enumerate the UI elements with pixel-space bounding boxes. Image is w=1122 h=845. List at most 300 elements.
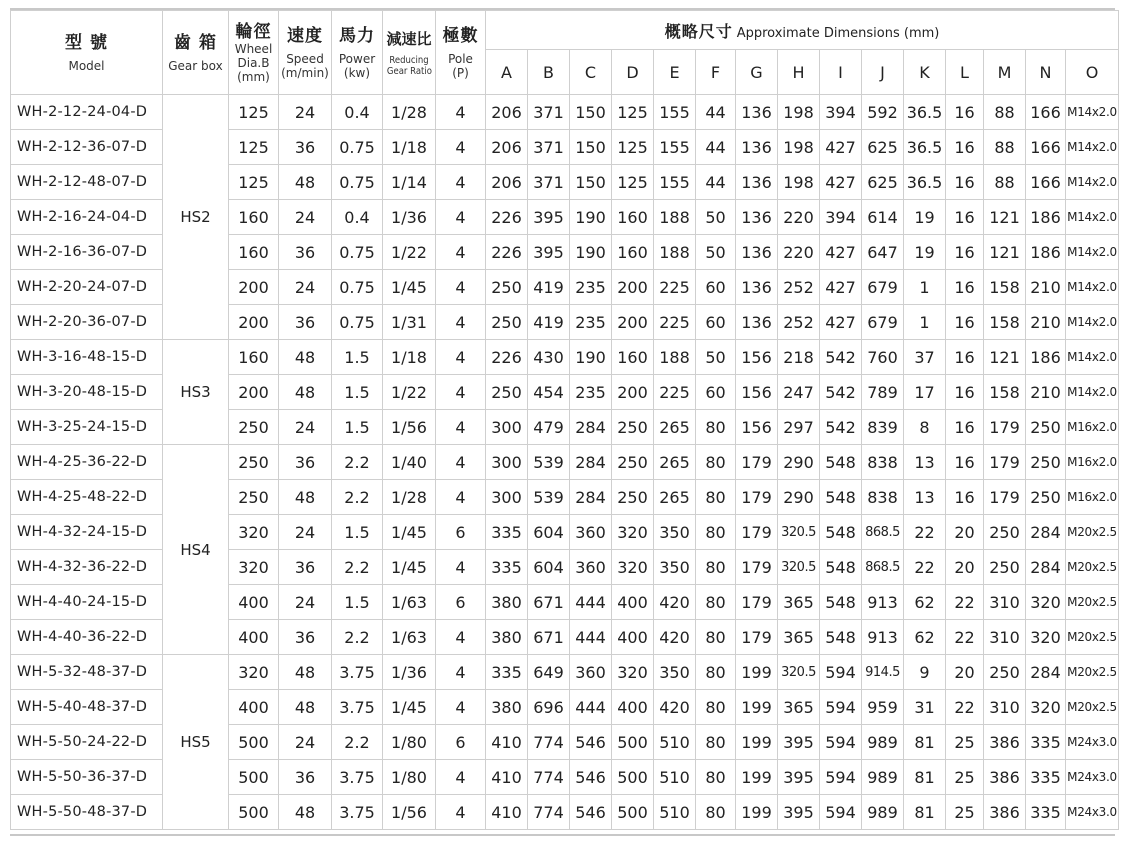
table-row	[11, 655, 1119, 690]
dimension-b-cell: 539	[528, 480, 570, 515]
dimension-e-cell: 188	[654, 340, 696, 375]
speed-cell: 24	[279, 270, 332, 305]
dimension-n-cell: 284	[1026, 655, 1066, 690]
dimension-g-cell: 179	[736, 480, 778, 515]
dimension-d-cell: 400	[612, 690, 654, 725]
model-cell: WH-5-32-48-37-D	[11, 655, 163, 690]
dimension-h-cell: 290	[778, 445, 820, 480]
dimension-c-cell: 190	[570, 235, 612, 270]
speed-cell: 36	[279, 620, 332, 655]
dimension-i-cell: 548	[820, 515, 862, 550]
dimension-letter-a: A	[486, 50, 528, 95]
dimension-f-cell: 80	[696, 725, 736, 760]
dimension-a-cell: 226	[486, 235, 528, 270]
dimension-i-cell: 427	[820, 270, 862, 305]
dimension-i-cell: 394	[820, 200, 862, 235]
dimension-m-cell: 310	[984, 620, 1026, 655]
dimension-n-cell: 210	[1026, 375, 1066, 410]
model-cell: WH-2-20-24-07-D	[11, 270, 163, 305]
dimension-f-cell: 60	[696, 305, 736, 340]
dimension-c-cell: 284	[570, 445, 612, 480]
speed-header-unit: (m/min)	[281, 65, 329, 80]
speed-cell: 48	[279, 340, 332, 375]
power-header-zh: 馬力	[339, 25, 375, 46]
model-cell: WH-4-32-24-15-D	[11, 515, 163, 550]
dimension-e-cell: 225	[654, 270, 696, 305]
dimension-i-cell: 542	[820, 375, 862, 410]
dimension-k-cell: 36.5	[904, 165, 946, 200]
dimension-m-cell: 386	[984, 760, 1026, 795]
dimension-a-cell: 206	[486, 130, 528, 165]
pole-cell: 4	[436, 480, 486, 515]
dimension-a-cell: 250	[486, 305, 528, 340]
dimension-n-cell: 250	[1026, 480, 1066, 515]
ratio-cell: 1/63	[383, 585, 436, 620]
power-cell: 2.2	[332, 725, 383, 760]
dimension-n-cell: 210	[1026, 305, 1066, 340]
dimension-n-cell: 250	[1026, 410, 1066, 445]
dimension-c-cell: 546	[570, 795, 612, 830]
dimension-m-cell: 250	[984, 550, 1026, 585]
dimension-letter-c: C	[570, 50, 612, 95]
dimension-c-cell: 444	[570, 690, 612, 725]
dimension-b-cell: 774	[528, 760, 570, 795]
dimension-g-cell: 199	[736, 725, 778, 760]
wheel-diameter-cell: 160	[229, 235, 279, 270]
dimension-l-cell: 16	[946, 375, 984, 410]
model-cell: WH-3-16-48-15-D	[11, 340, 163, 375]
dimension-o-cell: M14x2.0	[1066, 235, 1119, 270]
dimension-e-cell: 350	[654, 655, 696, 690]
gearbox-cell: HS4	[163, 445, 229, 655]
wheel-diameter-cell: 200	[229, 305, 279, 340]
dimension-h-cell: 320.5	[778, 655, 820, 690]
speed-cell: 36	[279, 760, 332, 795]
dimension-f-cell: 80	[696, 585, 736, 620]
dimension-h-cell: 395	[778, 725, 820, 760]
dimension-c-cell: 360	[570, 515, 612, 550]
dimension-m-cell: 158	[984, 270, 1026, 305]
dimension-m-cell: 179	[984, 410, 1026, 445]
wheel-diameter-cell: 250	[229, 480, 279, 515]
dimension-b-cell: 479	[528, 410, 570, 445]
model-cell: WH-2-12-24-04-D	[11, 95, 163, 130]
dimension-n-cell: 320	[1026, 690, 1066, 725]
model-cell: WH-2-12-36-07-D	[11, 130, 163, 165]
dimension-m-cell: 386	[984, 795, 1026, 830]
wheel-diameter-cell: 250	[229, 445, 279, 480]
dimension-c-cell: 190	[570, 340, 612, 375]
ratio-cell: 1/80	[383, 725, 436, 760]
dimension-m-cell: 310	[984, 690, 1026, 725]
dimension-d-cell: 400	[612, 585, 654, 620]
dimension-d-cell: 160	[612, 235, 654, 270]
dimension-n-cell: 186	[1026, 235, 1066, 270]
dimension-h-cell: 320.5	[778, 515, 820, 550]
dimension-a-cell: 300	[486, 410, 528, 445]
power-cell: 0.75	[332, 130, 383, 165]
dimension-e-cell: 265	[654, 445, 696, 480]
dimension-j-cell: 868.5	[862, 515, 904, 550]
wheel-diameter-cell: 320	[229, 515, 279, 550]
gearbox-header-en: Gear box	[168, 58, 223, 73]
dimension-a-cell: 226	[486, 200, 528, 235]
dimension-d-cell: 320	[612, 515, 654, 550]
dimension-d-cell: 250	[612, 480, 654, 515]
dimension-e-cell: 420	[654, 690, 696, 725]
speed-cell: 48	[279, 690, 332, 725]
dimension-o-cell: M14x2.0	[1066, 340, 1119, 375]
dimension-g-cell: 156	[736, 410, 778, 445]
wheel-diameter-cell: 200	[229, 375, 279, 410]
dimension-k-cell: 8	[904, 410, 946, 445]
dimension-h-cell: 198	[778, 95, 820, 130]
wheel-diameter-cell: 125	[229, 130, 279, 165]
dimension-h-cell: 198	[778, 130, 820, 165]
dimension-g-cell: 136	[736, 165, 778, 200]
dimension-n-cell: 320	[1026, 585, 1066, 620]
dimension-l-cell: 20	[946, 550, 984, 585]
pole-cell: 4	[436, 550, 486, 585]
dimension-d-cell: 200	[612, 375, 654, 410]
dimension-h-cell: 220	[778, 235, 820, 270]
pole-cell: 4	[436, 95, 486, 130]
speed-cell: 48	[279, 165, 332, 200]
dimension-d-cell: 250	[612, 445, 654, 480]
model-cell: WH-5-50-48-37-D	[11, 795, 163, 830]
dimension-e-cell: 225	[654, 375, 696, 410]
dimension-n-cell: 335	[1026, 760, 1066, 795]
dimension-b-cell: 430	[528, 340, 570, 375]
power-cell: 0.4	[332, 200, 383, 235]
wheel-diameter-cell: 250	[229, 410, 279, 445]
dimensions-header-en: Approximate Dimensions (mm)	[736, 25, 940, 41]
speed-cell: 24	[279, 585, 332, 620]
wheel-header	[229, 11, 279, 95]
dimension-f-cell: 80	[696, 655, 736, 690]
dimension-letter-l: L	[946, 50, 984, 95]
dimension-g-cell: 136	[736, 305, 778, 340]
dimension-o-cell: M16x2.0	[1066, 410, 1119, 445]
spec-table	[10, 10, 1119, 830]
dimension-e-cell: 265	[654, 480, 696, 515]
dimension-j-cell: 647	[862, 235, 904, 270]
dimension-k-cell: 81	[904, 795, 946, 830]
power-cell: 0.75	[332, 165, 383, 200]
dimension-n-cell: 186	[1026, 340, 1066, 375]
dimension-m-cell: 88	[984, 130, 1026, 165]
dimension-k-cell: 36.5	[904, 130, 946, 165]
dimension-o-cell: M14x2.0	[1066, 95, 1119, 130]
dimension-k-cell: 17	[904, 375, 946, 410]
dimension-j-cell: 625	[862, 165, 904, 200]
speed-cell: 48	[279, 655, 332, 690]
dimension-k-cell: 36.5	[904, 95, 946, 130]
dimension-l-cell: 25	[946, 795, 984, 830]
dimension-n-cell: 335	[1026, 795, 1066, 830]
dimension-b-cell: 671	[528, 585, 570, 620]
dimension-b-cell: 539	[528, 445, 570, 480]
dimension-a-cell: 300	[486, 445, 528, 480]
dimension-f-cell: 50	[696, 235, 736, 270]
speed-cell: 48	[279, 375, 332, 410]
dimension-m-cell: 179	[984, 480, 1026, 515]
dimension-a-cell: 335	[486, 550, 528, 585]
dimension-b-cell: 696	[528, 690, 570, 725]
dimension-d-cell: 500	[612, 795, 654, 830]
dimension-f-cell: 50	[696, 340, 736, 375]
dimension-c-cell: 235	[570, 270, 612, 305]
dimension-j-cell: 760	[862, 340, 904, 375]
dimension-i-cell: 427	[820, 130, 862, 165]
wheel-header-unit: (mm)	[237, 69, 270, 84]
model-cell: WH-5-50-36-37-D	[11, 760, 163, 795]
dimension-b-cell: 604	[528, 515, 570, 550]
dimension-g-cell: 136	[736, 95, 778, 130]
dimension-o-cell: M14x2.0	[1066, 305, 1119, 340]
dimension-o-cell: M20x2.5	[1066, 585, 1119, 620]
dimension-j-cell: 679	[862, 305, 904, 340]
dimension-e-cell: 350	[654, 515, 696, 550]
dimension-l-cell: 16	[946, 130, 984, 165]
dimension-a-cell: 335	[486, 515, 528, 550]
pole-cell: 4	[436, 235, 486, 270]
ratio-cell: 1/31	[383, 305, 436, 340]
model-header-zh: 型 號	[65, 32, 108, 53]
pole-header-unit: (P)	[452, 65, 469, 80]
dimension-b-cell: 604	[528, 550, 570, 585]
dimension-g-cell: 136	[736, 200, 778, 235]
dimension-b-cell: 395	[528, 235, 570, 270]
dimension-j-cell: 838	[862, 445, 904, 480]
dimension-g-cell: 179	[736, 515, 778, 550]
dimension-e-cell: 420	[654, 585, 696, 620]
ratio-cell: 1/22	[383, 235, 436, 270]
dimension-e-cell: 155	[654, 165, 696, 200]
dimension-m-cell: 88	[984, 165, 1026, 200]
dimension-i-cell: 542	[820, 340, 862, 375]
dimension-c-cell: 235	[570, 305, 612, 340]
speed-header-zh: 速度	[287, 25, 323, 46]
dimension-letter-m: M	[984, 50, 1026, 95]
dimension-g-cell: 199	[736, 690, 778, 725]
pole-cell: 4	[436, 410, 486, 445]
pole-cell: 4	[436, 620, 486, 655]
gearbox-header	[163, 11, 229, 95]
dimension-f-cell: 80	[696, 795, 736, 830]
ratio-cell: 1/28	[383, 95, 436, 130]
speed-cell: 24	[279, 410, 332, 445]
dimension-n-cell: 166	[1026, 130, 1066, 165]
dimension-h-cell: 320.5	[778, 550, 820, 585]
model-cell: WH-3-20-48-15-D	[11, 375, 163, 410]
dimension-m-cell: 250	[984, 515, 1026, 550]
ratio-cell: 1/36	[383, 200, 436, 235]
dimension-o-cell: M20x2.5	[1066, 690, 1119, 725]
dimension-c-cell: 190	[570, 200, 612, 235]
dimension-g-cell: 199	[736, 795, 778, 830]
dimension-c-cell: 360	[570, 550, 612, 585]
power-cell: 2.2	[332, 550, 383, 585]
dimension-i-cell: 542	[820, 410, 862, 445]
power-header-unit: (kw)	[343, 65, 371, 80]
model-cell: WH-2-12-48-07-D	[11, 165, 163, 200]
dimension-d-cell: 200	[612, 305, 654, 340]
speed-cell: 24	[279, 515, 332, 550]
dimension-a-cell: 300	[486, 480, 528, 515]
dimension-b-cell: 419	[528, 305, 570, 340]
ratio-cell: 1/18	[383, 340, 436, 375]
power-cell: 1.5	[332, 585, 383, 620]
dimension-f-cell: 50	[696, 200, 736, 235]
dimension-g-cell: 136	[736, 235, 778, 270]
dimension-n-cell: 335	[1026, 725, 1066, 760]
dimension-g-cell: 136	[736, 130, 778, 165]
dimension-c-cell: 360	[570, 655, 612, 690]
speed-cell: 36	[279, 550, 332, 585]
dimension-e-cell: 265	[654, 410, 696, 445]
dimension-l-cell: 16	[946, 95, 984, 130]
ratio-cell: 1/80	[383, 760, 436, 795]
dimension-e-cell: 350	[654, 550, 696, 585]
speed-cell: 48	[279, 480, 332, 515]
dimension-k-cell: 19	[904, 200, 946, 235]
dimension-i-cell: 427	[820, 165, 862, 200]
power-cell: 3.75	[332, 655, 383, 690]
dimension-o-cell: M24x3.0	[1066, 795, 1119, 830]
dimension-k-cell: 13	[904, 445, 946, 480]
dimension-c-cell: 444	[570, 620, 612, 655]
dimension-g-cell: 179	[736, 585, 778, 620]
speed-cell: 48	[279, 795, 332, 830]
dimension-f-cell: 80	[696, 760, 736, 795]
power-cell: 0.75	[332, 270, 383, 305]
dimension-g-cell: 156	[736, 340, 778, 375]
dimension-letter-j: J	[862, 50, 904, 95]
pole-cell: 6	[436, 725, 486, 760]
dimension-m-cell: 121	[984, 235, 1026, 270]
dimension-d-cell: 160	[612, 200, 654, 235]
table-header	[11, 11, 1119, 95]
dimension-c-cell: 235	[570, 375, 612, 410]
pole-cell: 4	[436, 760, 486, 795]
dimension-d-cell: 320	[612, 655, 654, 690]
dimension-i-cell: 594	[820, 655, 862, 690]
dimension-j-cell: 789	[862, 375, 904, 410]
dimension-k-cell: 1	[904, 270, 946, 305]
dimension-b-cell: 419	[528, 270, 570, 305]
dimension-j-cell: 959	[862, 690, 904, 725]
dimension-a-cell: 380	[486, 620, 528, 655]
pole-cell: 4	[436, 795, 486, 830]
dimension-e-cell: 510	[654, 795, 696, 830]
dimension-o-cell: M14x2.0	[1066, 200, 1119, 235]
dimension-o-cell: M14x2.0	[1066, 375, 1119, 410]
wheel-header-en1: Wheel	[234, 41, 273, 56]
dimension-k-cell: 81	[904, 760, 946, 795]
dimension-f-cell: 80	[696, 550, 736, 585]
ratio-cell: 1/45	[383, 550, 436, 585]
dimension-d-cell: 125	[612, 95, 654, 130]
dimension-k-cell: 1	[904, 305, 946, 340]
pole-cell: 4	[436, 655, 486, 690]
speed-header	[279, 11, 332, 95]
dimension-l-cell: 16	[946, 305, 984, 340]
model-cell: WH-3-25-24-15-D	[11, 410, 163, 445]
dimension-j-cell: 592	[862, 95, 904, 130]
dimension-h-cell: 252	[778, 270, 820, 305]
power-cell: 0.4	[332, 95, 383, 130]
dimension-h-cell: 198	[778, 165, 820, 200]
model-cell: WH-4-32-36-22-D	[11, 550, 163, 585]
model-cell: WH-2-20-36-07-D	[11, 305, 163, 340]
dimension-d-cell: 500	[612, 760, 654, 795]
dimension-k-cell: 62	[904, 585, 946, 620]
dimension-m-cell: 250	[984, 655, 1026, 690]
dimension-k-cell: 62	[904, 620, 946, 655]
dimension-n-cell: 284	[1026, 550, 1066, 585]
dimension-o-cell: M24x3.0	[1066, 725, 1119, 760]
pole-header-zh: 極數	[442, 25, 479, 46]
dimension-letter-f: F	[696, 50, 736, 95]
pole-cell: 4	[436, 165, 486, 200]
dimension-c-cell: 444	[570, 585, 612, 620]
dimension-b-cell: 395	[528, 200, 570, 235]
dimension-j-cell: 868.5	[862, 550, 904, 585]
dimension-d-cell: 500	[612, 725, 654, 760]
ratio-cell: 1/18	[383, 130, 436, 165]
dimension-c-cell: 150	[570, 130, 612, 165]
pole-header	[436, 11, 486, 95]
dimension-h-cell: 395	[778, 760, 820, 795]
dimension-f-cell: 80	[696, 445, 736, 480]
dimension-l-cell: 25	[946, 760, 984, 795]
pole-cell: 6	[436, 515, 486, 550]
bottom-rule	[10, 834, 1115, 836]
dimension-k-cell: 22	[904, 550, 946, 585]
ratio-cell: 1/45	[383, 270, 436, 305]
model-cell: WH-5-50-24-22-D	[11, 725, 163, 760]
dimension-b-cell: 371	[528, 165, 570, 200]
dimension-j-cell: 989	[862, 725, 904, 760]
pole-cell: 4	[436, 130, 486, 165]
dimension-e-cell: 155	[654, 130, 696, 165]
dimension-a-cell: 380	[486, 690, 528, 725]
dimension-b-cell: 371	[528, 95, 570, 130]
dimension-e-cell: 188	[654, 200, 696, 235]
ratio-header-en2: Gear Ratio	[386, 65, 432, 77]
power-cell: 2.2	[332, 480, 383, 515]
ratio-cell: 1/45	[383, 690, 436, 725]
dimension-b-cell: 671	[528, 620, 570, 655]
power-header	[332, 11, 383, 95]
dimension-l-cell: 16	[946, 480, 984, 515]
power-cell: 1.5	[332, 410, 383, 445]
dimension-f-cell: 60	[696, 375, 736, 410]
dimension-o-cell: M14x2.0	[1066, 130, 1119, 165]
ratio-header-en1: Reducing	[389, 54, 429, 66]
table-body	[11, 95, 1119, 830]
dimension-d-cell: 125	[612, 165, 654, 200]
dimension-f-cell: 80	[696, 620, 736, 655]
dimension-e-cell: 510	[654, 725, 696, 760]
dimension-h-cell: 247	[778, 375, 820, 410]
ratio-cell: 1/36	[383, 655, 436, 690]
dimension-l-cell: 16	[946, 270, 984, 305]
pole-cell: 4	[436, 270, 486, 305]
dimension-l-cell: 16	[946, 235, 984, 270]
power-header-en: Power	[338, 51, 376, 66]
